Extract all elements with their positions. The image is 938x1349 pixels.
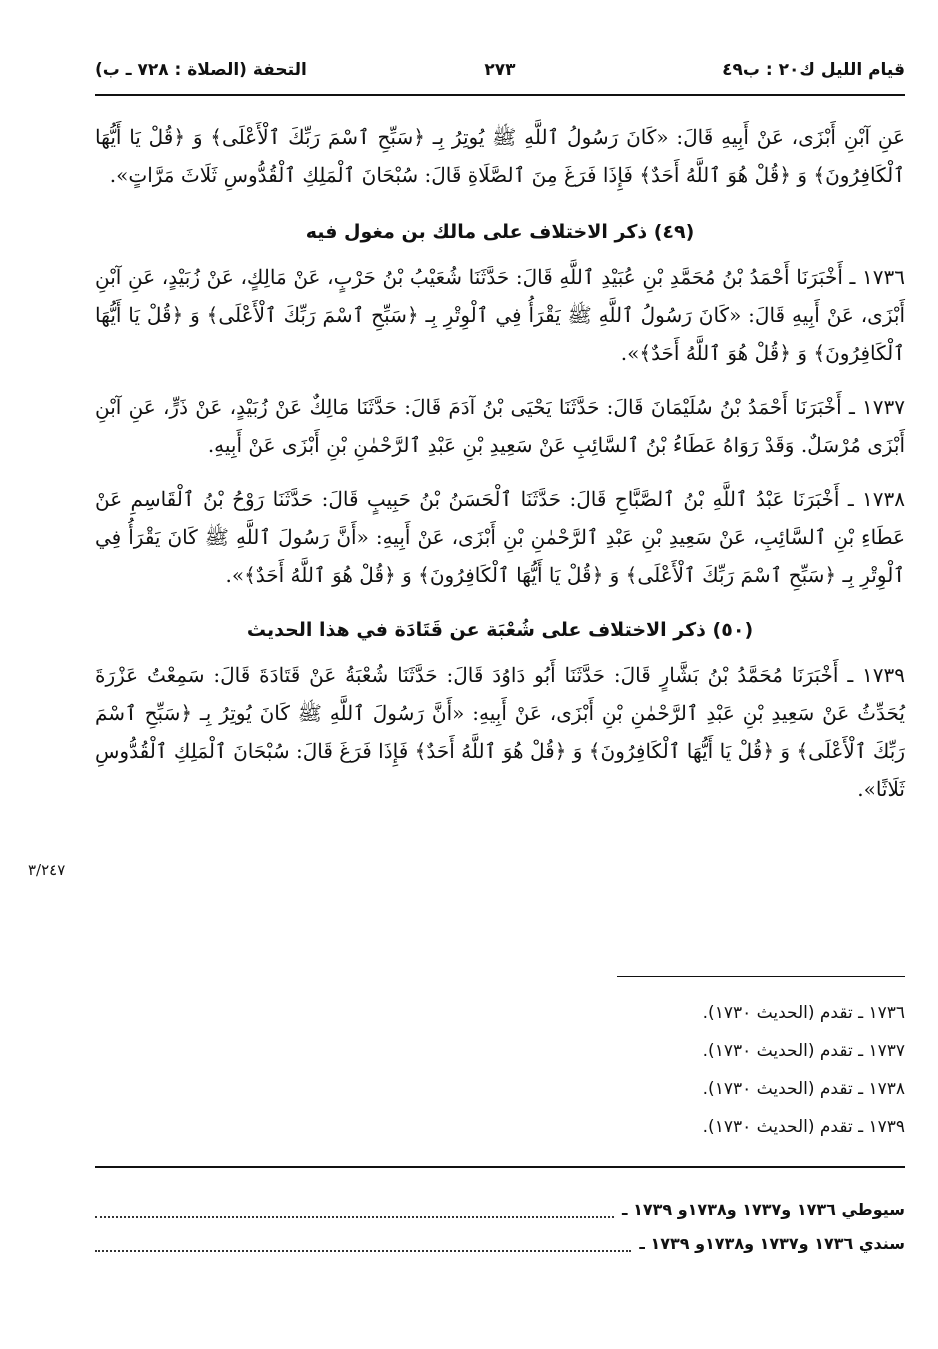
hadith-1737: ١٧٣٧ ـ أَخْبَرَنَا أَحْمَدُ بْنُ سُلَيْمَانَ قَالَ: حَدَّثَنَا يَحْيَى بْنُ آدَمَ قَالَ: حَدَّثَنَا مَالِكٌ عَنْ زُبَيْدٍ، عَنْ ذَرٍّ، عَنِ آبْنِ أَبْزَى مُرْسَلٌ. وَقَدْ رَوَاهُ عَطَاءُ بْنُ ٱلسَّائِبِ عَنْ سَعِيدِ بْنِ عَبْدِ ٱلرَّحْمٰنِ بْنِ أَبْزَى عَنْ أَبِيهِ. [95,395,905,457]
hadith-1736: ١٧٣٦ ـ أَخْبَرَنَا أَحْمَدُ بْنُ مُحَمَّدِ بْنِ عُبَيْدِ ٱللَّهِ قَالَ: حَدَّثَنَا شُعَيْبُ بْنُ حَرْبٍ، عَنْ مَالِكٍ، عَنْ زُبَيْدٍ، عَنِ آبْنِ أَبْزَى، عَنْ أَبِيهِ قَالَ: «كَانَ رَسُولُ ٱللَّهِ ﷺ يَقْرَأُ فِي ٱلْوِتْرِ بِـ ﴿سَبِّحِ ٱسْمَ رَبِّكَ ٱلْأَعْلَى﴾ وَ ﴿قُلْ يَا أَيُّهَا ٱلْكَافِرُونَ﴾ وَ ﴿قُلْ هُوَ ٱللَّهُ أَحَدٌ﴾». [95,265,905,365]
reference-sindi [95,1227,905,1261]
page-number: ٢٧٣ [484,60,516,80]
references-rule [95,1166,905,1168]
running-header [95,54,905,88]
section-title-49: (٤٩) ذكر الاختلاف على مالك بن مغول فيه [305,221,695,243]
margin-volume-ref: ٣/٢٤٧ [28,861,66,879]
reference-suyuti [95,1193,905,1227]
section-title-50: (٥٠) ذكر الاختلاف على شُعْبَة عن قَتَادَة في هذا الحديث [246,619,754,641]
hadith-continuation: عَنِ آبْنِ أَبْزَى، عَنْ أَبِيهِ قَالَ: «كَانَ رَسُولُ ٱللَّهِ ﷺ يُوتِرُ بِـ ﴿سَبِّحِ ٱسْمَ رَبِّكَ ٱلْأَعْلَى﴾ وَ ﴿قُلْ يَا أَيُّهَا ٱلْكَافِرُونَ﴾ وَ ﴿قُلْ هُوَ ٱللَّهُ أَحَدٌ﴾ فَإِذَا فَرَغَ مِنَ ٱلصَّلَاةِ قَالَ: سُبْحَانَ ٱلْمَلِكِ ٱلْقُدُّوسِ ثَلَاثَ مَرَّاتٍ». [95,125,905,187]
hadith-1739: ١٧٣٩ ـ أَخْبَرَنَا مُحَمَّدُ بْنُ بَشَّارٍ قَالَ: حَدَّثَنَا أَبُو دَاوُدَ قَالَ: حَدَّثَنَا شُعْبَةُ عَنْ قَتَادَةَ قَالَ: سَمِعْتُ عَزْرَةَ يُحَدِّثُ عَنْ سَعِيدِ بْنِ عَبْدِ ٱلرَّحْمٰنِ بْنِ أَبْزَى، عَنْ أَبِيهِ: «أَنَّ رَسُولَ ٱللَّهِ ﷺ كَانَ يُوتِرُ بِـ ﴿سَبِّحِ ٱسْمَ رَبِّكَ ٱلْأَعْلَى﴾ وَ ﴿قُلْ يَا أَيُّهَا ٱلْكَافِرُونَ﴾ وَ ﴿قُلْ هُوَ ٱللَّهُ أَحَدٌ﴾ فَإِذَا فَرَغَ قَالَ: سُبْحَانَ ٱلْمَلِكِ ٱلْقُدُّوسِ ثَلَاثًا». [95,663,905,801]
commentary-references [95,1193,905,1261]
header-tuhfa-ref: التحفة (الصلاة : ٧٢٨ ـ ب) [95,60,307,80]
footnote-1738: ١٧٣٨ ـ تقدم (الحديث ١٧٣٠). [702,1079,905,1099]
reference-sindi-label: سندي ١٧٣٦ و١٧٣٧ و١٧٣٨و ١٧٣٩ ـ [639,1234,905,1253]
reference-suyuti-label: سيوطي ١٧٣٦ و١٧٣٧ و١٧٣٨و ١٧٣٩ ـ [622,1200,905,1219]
hadith-1738: ١٧٣٨ ـ أَخْبَرَنَا عَبْدُ ٱللَّهِ بْنُ ٱلصَّبَّاحِ قَالَ: حَدَّثَنَا ٱلْحَسَنُ بْنُ حَبِيبٍ قَالَ: حَدَّثَنَا رَوْحُ بْنُ ٱلْقَاسِمِ عَنْ عَطَاءِ بْنِ ٱلسَّائِبِ، عَنْ سَعِيدِ بْنِ عَبْدِ ٱلرَّحْمٰنِ بْنِ أَبْزَى، عَنْ أَبِيهِ: «أَنَّ رَسُولَ ٱللَّهِ ﷺ كَانَ يَقْرَأُ فِي ٱلْوِتْرِ بِـ ﴿سَبِّحِ ٱسْمَ رَبِّكَ ٱلْأَعْلَى﴾ وَ ﴿قُلْ يَا أَيُّهَا ٱلْكَافِرُونَ﴾ وَ ﴿قُلْ هُوَ ٱللَّهُ أَحَدٌ﴾». [95,487,905,587]
dot-leader [95,1202,614,1218]
footnote-1739: ١٧٣٩ ـ تقدم (الحديث ١٧٣٠). [702,1117,905,1137]
header-chapter-ref: قيام الليل ك٢٠ : ب٤٩ [722,60,905,80]
main-text [95,118,905,824]
footnote-separator [617,976,905,977]
header-rule [95,94,905,96]
dot-leader [95,1236,631,1252]
footnote-1736: ١٧٣٦ ـ تقدم (الحديث ١٧٣٠). [702,1003,905,1023]
footnote-1737: ١٧٣٧ ـ تقدم (الحديث ١٧٣٠). [702,1041,905,1061]
footnotes [605,994,905,1146]
